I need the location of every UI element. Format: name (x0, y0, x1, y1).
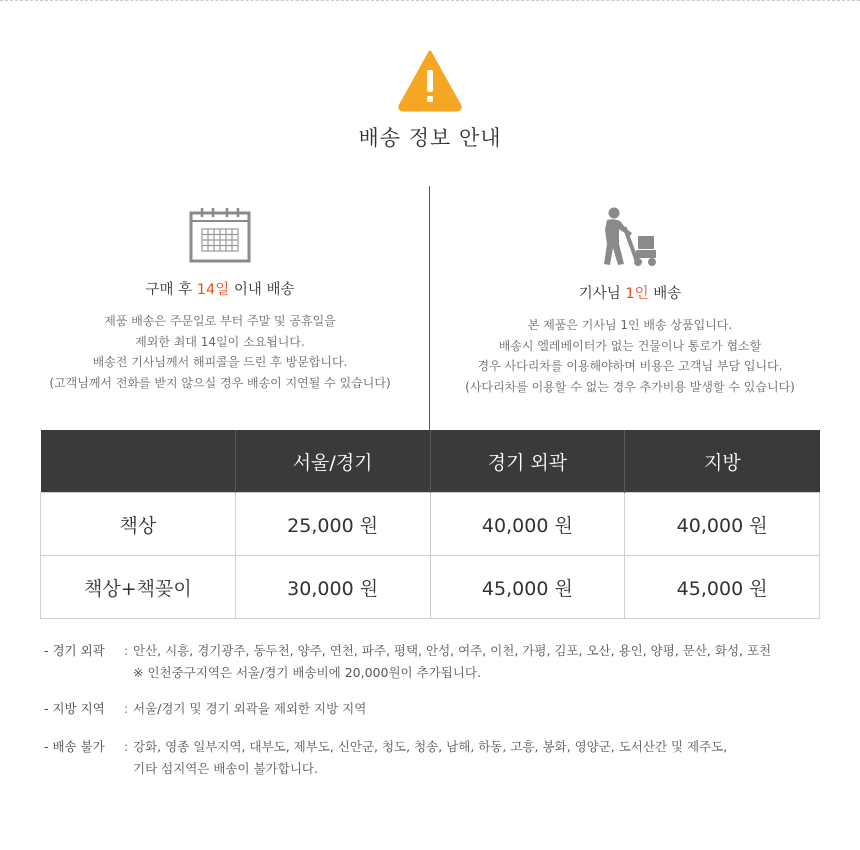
table-header-blank (41, 430, 236, 493)
table-header-seoul: 서울/경기 (235, 430, 430, 493)
single-driver-section (420, 206, 840, 397)
delivery-person-icon (598, 206, 662, 268)
highlight-days: 14일 (196, 282, 230, 298)
price-cell: 40,000 원 (430, 493, 625, 556)
delivery-period-section (10, 206, 430, 393)
highlight-driver: 1인 (625, 286, 649, 302)
price-cell: 40,000 원 (625, 493, 820, 556)
single-driver-heading: 기사님 1인 배송 (578, 286, 682, 302)
warning-icon (398, 48, 462, 112)
table-header-outer: 경기 외곽 (430, 430, 625, 493)
note-label: - 경기 외곽 (44, 643, 105, 658)
page-title: 배송 정보 안내 (358, 126, 502, 150)
region-notes (44, 640, 844, 796)
price-cell: 25,000 원 (235, 493, 430, 556)
single-driver-description: 본 제품은 기사님 1인 배송 상품입니다. 배송시 엘레베이터가 없는 건물이나 통로가 협소할 경우 사다리차를 이용해야하며 비용은 고객님 부담 입니다. (사다리차를 이용할 수 없는 경우 추가비용 발생할 수 있습니다) (465, 318, 795, 394)
price-cell: 45,000 원 (430, 556, 625, 619)
price-cell: 30,000 원 (235, 556, 430, 619)
note-outer-region: - 경기 외곽 : 안산, 시흥, 경기광주, 동두천, 양주, 연천, 파주, 평택, 안성, 여주, 이천, 가평, 김포, 오산, 용인, 양평, 문산, 화성, 포천 ※ 인천중구지역은 서울/경기 배송비에 20,000원이 추가됩니다. (44, 640, 844, 684)
shipping-fee-table (40, 430, 820, 619)
note-no-delivery: - 배송 불가 : 강화, 영종 일부지역, 대부도, 제부도, 신안군, 청도, 청송, 남해, 하동, 고흥, 봉화, 영양군, 도서산간 및 제주도, 기타 섬지역은 배송이 불가합니다. (44, 736, 844, 780)
calendar-icon (188, 206, 252, 264)
table-row (41, 493, 820, 556)
top-dashed-border (0, 0, 860, 1)
note-label: - 배송 불가 (44, 739, 105, 754)
row-label: 책상 (41, 493, 236, 556)
note-province-region: - 지방 지역 : 서울/경기 및 경기 외곽을 제외한 지방 지역 (44, 698, 844, 720)
note-label: - 지방 지역 (44, 701, 105, 716)
delivery-period-description: 제품 배송은 주문일로 부터 주말 및 공휴일을 제외한 최대 14일이 소요됩니다. 배송전 기사님께서 해피콜을 드린 후 방문합니다. (고객님께서 전화를 받지 않으실 경우 배송이 지연될 수 있습니다) (49, 314, 391, 390)
table-header-row (41, 430, 820, 493)
table-row (41, 556, 820, 619)
row-label: 책상+책꽂이 (41, 556, 236, 619)
price-cell: 45,000 원 (625, 556, 820, 619)
delivery-period-heading: 구매 후 14일 이내 배송 (145, 282, 295, 298)
table-header-province: 지방 (625, 430, 820, 493)
